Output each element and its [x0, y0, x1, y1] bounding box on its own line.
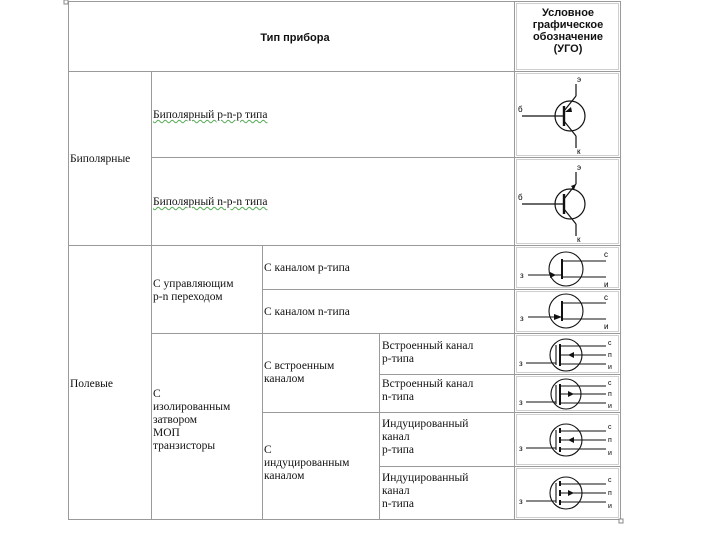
- row-insulated-gate: С изолированным затвором МОП транзисторы: [153, 388, 231, 452]
- row-pn-junction: С управляющим p-n переходом: [153, 278, 234, 303]
- pnp-transistor-icon: [516, 74, 620, 156]
- pin-drain: и: [604, 280, 609, 289]
- row-p-channel: С каналом p-типа: [264, 262, 350, 274]
- jfet-n-channel-icon: [516, 291, 620, 333]
- row-npn: Биполярный n-p-n типа: [153, 196, 268, 208]
- pin-collector: к: [577, 235, 581, 244]
- pin-gate: з: [520, 271, 524, 280]
- header-type: Тип прибора: [260, 32, 330, 44]
- row-n-channel: С каналом n-типа: [264, 306, 350, 318]
- pin-emitter: э: [577, 75, 582, 84]
- mosfet-built-in-p-icon: [516, 335, 620, 374]
- pin-substrate: п: [608, 437, 612, 444]
- pin-collector: к: [577, 147, 581, 156]
- pin-substrate: п: [608, 391, 612, 398]
- pin-drain: и: [608, 503, 612, 510]
- pin-source: с: [608, 340, 612, 347]
- pin-source: с: [604, 293, 608, 302]
- pin-gate: з: [519, 359, 523, 368]
- pin-base: б: [518, 105, 523, 114]
- jfet-p-channel-icon: [516, 247, 620, 289]
- pin-gate: з: [519, 444, 523, 453]
- mosfet-induced-p-icon: [516, 414, 620, 466]
- group-bipolar: Биполярные: [70, 153, 131, 165]
- pin-gate: з: [520, 314, 524, 323]
- row-built-in-n: Встроенный канал n-типа: [382, 378, 474, 403]
- pin-source: с: [608, 477, 612, 484]
- npn-transistor-icon: [516, 160, 620, 244]
- pin-substrate: п: [608, 352, 612, 359]
- row-induced-p: Индуцированный канал p-типа: [382, 418, 469, 456]
- pin-gate: з: [519, 398, 523, 407]
- mosfet-built-in-n-icon: [516, 376, 620, 412]
- row-built-in-p: Встроенный канал p-типа: [382, 340, 474, 365]
- pin-drain: и: [604, 322, 609, 331]
- header-ugo: Условное графическое обозначение (УГО): [532, 7, 604, 55]
- pin-source: с: [608, 380, 612, 387]
- row-induced: С индуцированным каналом: [264, 444, 350, 482]
- group-field: Полевые: [70, 378, 114, 390]
- pin-gate: з: [519, 497, 523, 506]
- pin-drain: и: [608, 403, 612, 410]
- pin-drain: и: [608, 364, 612, 371]
- pin-substrate: п: [608, 490, 612, 497]
- row-induced-n: Индуцированный канал n-типа: [382, 472, 469, 510]
- pin-source: с: [604, 250, 608, 259]
- pin-base: б: [518, 193, 523, 202]
- row-built-in: С встроенным каналом: [264, 360, 335, 385]
- pin-emitter: э: [577, 163, 582, 172]
- pin-source: с: [608, 424, 612, 431]
- pin-drain: и: [608, 450, 612, 457]
- mosfet-induced-n-icon: [516, 468, 620, 519]
- row-pnp: Биполярный p-n-p типа: [153, 109, 268, 121]
